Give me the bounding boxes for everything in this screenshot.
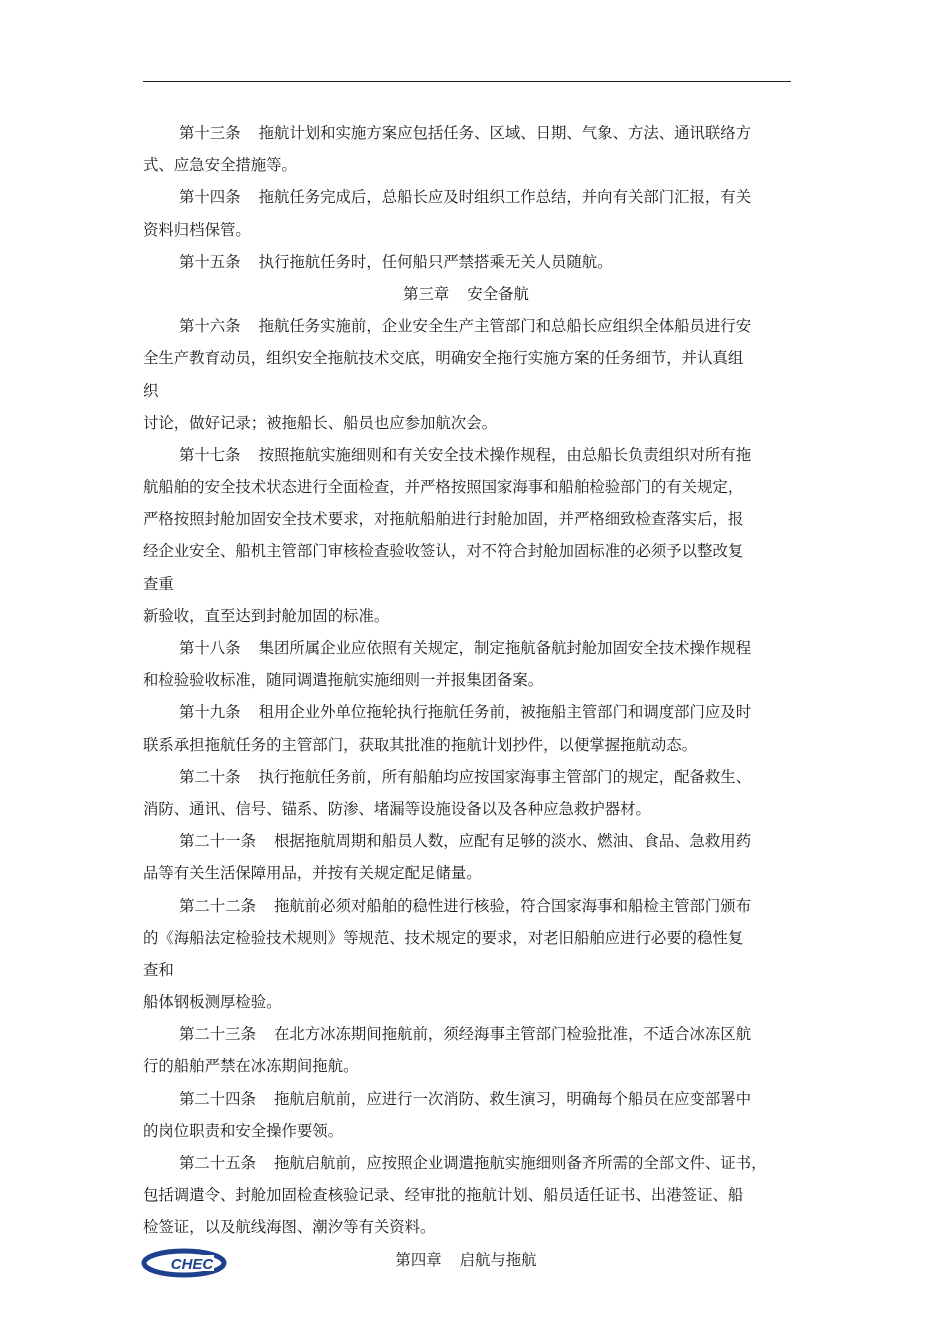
article-number: 第十九条 xyxy=(179,703,241,722)
text-line: 讨论，做好记录；被拖船长、船员也应参加航次会。 xyxy=(143,413,497,432)
chapter-title: 启航与拖航 xyxy=(459,1250,537,1269)
article-18-line-1 xyxy=(143,632,811,664)
chec-logo xyxy=(140,1246,228,1280)
text-line: 经企业安全、船机主管部门审核检查验收签认，对不符合封舱加固标准的必须予以整改复 xyxy=(143,542,744,561)
text-line: 品等有关生活保障用品，并按有关规定配足储量。 xyxy=(143,864,482,883)
article-text: 拖航任务实施前，企业安全生产主管部门和总船长应组织全体船员进行安 xyxy=(258,317,752,336)
article-23-line-1 xyxy=(143,1018,811,1050)
article-text: 拖航启航前，应进行一次消防、救生演习，明确每个船员在应变部署中 xyxy=(273,1089,752,1108)
header-rule xyxy=(143,81,791,82)
text-line: 查和 xyxy=(143,960,174,979)
chapter-4-heading xyxy=(143,1244,811,1276)
article-text: 拖航前必须对船舶的稳性进行核验，符合国家海事和船检主管部门颁布 xyxy=(273,896,752,915)
text-line: 式、应急安全措施等。 xyxy=(143,156,297,175)
article-number: 第二十条 xyxy=(179,767,241,786)
article-text: 集团所属企业应依照有关规定，制定拖航备航封舱加固安全技术操作规程 xyxy=(258,639,752,657)
text-line: 严格按照封舱加固安全技术要求，对拖航船舶进行封舱加固，并严格细致检查落实后，报 xyxy=(143,510,744,529)
article-number: 第二十四条 xyxy=(179,1089,256,1108)
article-19-line-1 xyxy=(143,696,811,728)
article-text: 拖航计划和实施方案应包括任务、区域、日期、气象、方法、通讯联络方 xyxy=(258,124,752,142)
article-text: 根据拖航周期和船员人数，应配有足够的淡水、燃油、食品、急救用药 xyxy=(273,832,752,851)
article-number: 第二十三条 xyxy=(179,1025,256,1044)
article-21-line-1 xyxy=(143,825,811,857)
text-line: 船体钢板测厚检验。 xyxy=(143,993,282,1012)
article-text: 执行拖航任务时，任何船只严禁搭乘无关人员随航。 xyxy=(258,252,613,271)
article-text: 在北方冰冻期间拖航前，须经海事主管部门检验批准，不适合冰冻区航 xyxy=(273,1025,752,1044)
text-line: 查重 xyxy=(143,574,174,593)
article-number: 第十五条 xyxy=(179,252,241,271)
chapter-number: 第四章 xyxy=(395,1250,442,1269)
article-25-line-1 xyxy=(143,1147,811,1179)
article-number: 第十四条 xyxy=(179,188,241,207)
text-line: 的岗位职责和安全操作要领。 xyxy=(143,1121,344,1140)
text-line: 和检验验收标准，随同调遣拖航实施细则一并报集团备案。 xyxy=(143,671,544,690)
article-number: 第十三条 xyxy=(179,124,241,142)
article-number: 第十八条 xyxy=(179,639,241,657)
document-body xyxy=(143,117,811,1276)
article-16-line-1 xyxy=(143,310,811,342)
text-line: 的《海船法定检验技术规则》等规范、技术规定的要求，对老旧船舶应进行必要的稳性复 xyxy=(143,928,744,947)
article-22-line-1 xyxy=(143,890,811,922)
text-line: 行的船舶严禁在冰冻期间拖航。 xyxy=(143,1057,359,1076)
article-13-line-1 xyxy=(143,117,811,149)
text-line: 联系承担拖航任务的主管部门，获取其批准的拖航计划抄件，以便掌握拖航动态。 xyxy=(143,735,698,754)
text-line: 新验收，直至达到封舱加固的标准。 xyxy=(143,606,390,625)
text-line: 检签证，以及航线海图、潮汐等有关资料。 xyxy=(143,1218,436,1237)
article-number: 第二十五条 xyxy=(179,1154,256,1172)
text-line: 包括调遣令、封舱加固检查核验记录、经审批的拖航计划、船员适任证书、出港签证、船 xyxy=(143,1186,744,1205)
logo-text: CHEC xyxy=(170,1256,214,1273)
article-15-line-1 xyxy=(143,246,811,278)
text-line: 织 xyxy=(143,381,159,400)
article-text: 按照拖航实施细则和有关安全技术操作规程，由总船长负责组织对所有拖 xyxy=(258,445,752,464)
text-line: 资料归档保管。 xyxy=(143,220,251,239)
article-number: 第二十一条 xyxy=(179,832,256,851)
text-line: 全生产教育动员，组织安全拖航技术交底，明确安全拖行实施方案的任务细节，并认真组 xyxy=(143,349,744,368)
article-number: 第十七条 xyxy=(179,445,241,464)
article-text: 租用企业外单位拖轮执行拖航任务前，被拖船主管部门和调度部门应及时 xyxy=(258,703,752,722)
article-text: 拖航任务完成后，总船长应及时组织工作总结，并向有关部门汇报，有关 xyxy=(258,188,752,207)
article-17-line-1 xyxy=(143,439,811,471)
text-line: 消防、通讯、信号、锚系、防渗、堵漏等设施设备以及各种应急救护器材。 xyxy=(143,799,651,818)
article-number: 第二十二条 xyxy=(179,896,256,915)
article-number: 第十六条 xyxy=(179,317,241,336)
article-text: 拖航启航前，应按照企业调遣拖航实施细则备齐所需的全部文件、证书， xyxy=(273,1154,767,1172)
article-24-line-1 xyxy=(143,1083,811,1115)
chapter-title: 安全备航 xyxy=(467,284,529,303)
chapter-number: 第三章 xyxy=(403,284,450,303)
article-20-line-1 xyxy=(143,761,811,793)
article-text: 执行拖航任务前，所有船舶均应按国家海事主管部门的规定，配备救生、 xyxy=(258,767,752,786)
text-line: 航船舶的安全技术状态进行全面检查，并严格按照国家海事和船舶检验部门的有关规定， xyxy=(143,478,744,497)
chapter-3-heading xyxy=(143,278,811,310)
article-14-line-1 xyxy=(143,181,811,213)
